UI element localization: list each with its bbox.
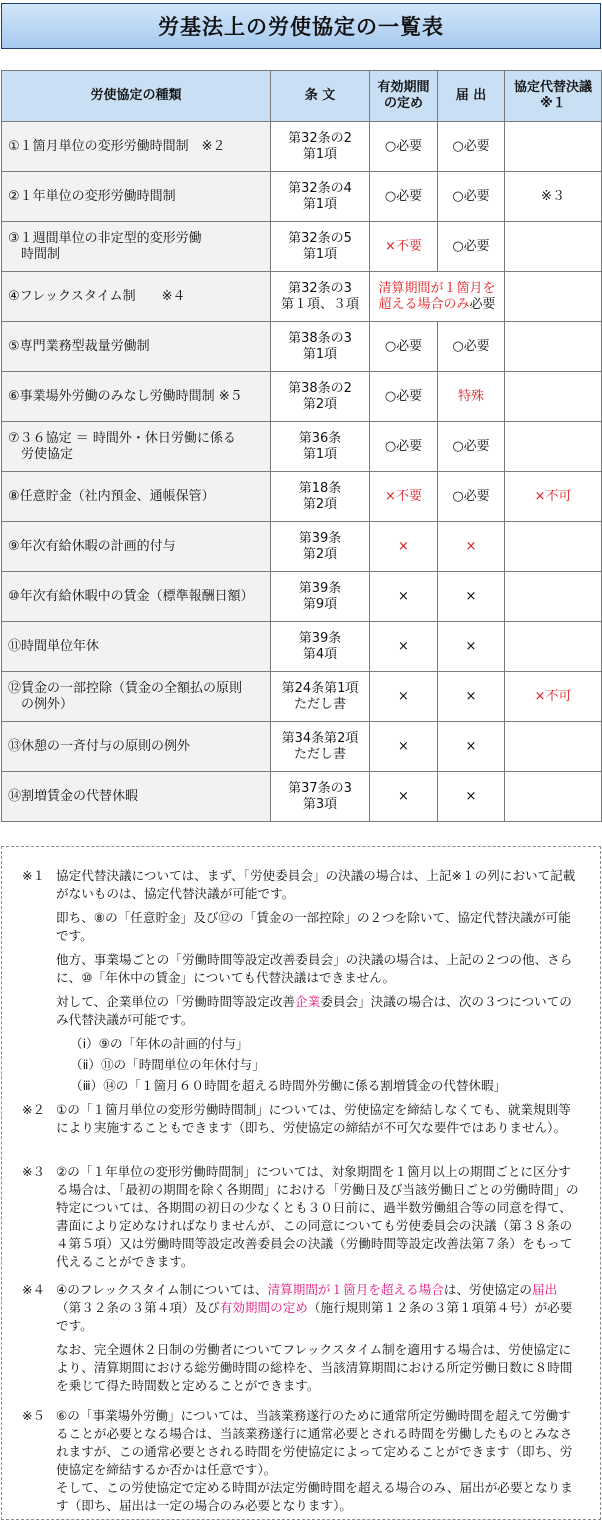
header-period: 有効期間 の定め <box>370 71 438 122</box>
row-substitute <box>505 322 602 372</box>
table-row <box>2 522 602 572</box>
row-filing: ○必要 <box>438 322 505 372</box>
table-row <box>2 772 602 822</box>
row-article: 第32条の4 第1項 <box>271 172 370 222</box>
row-article: 第24条第1項 ただし書 <box>271 672 370 722</box>
row-substitute <box>505 222 602 272</box>
row-filing: 特殊 <box>438 372 505 422</box>
row-substitute <box>505 722 602 772</box>
row-substitute <box>505 422 602 472</box>
row-kind: ⑧任意貯金（社内預金、通帳保管） <box>2 472 271 522</box>
row-article: 第39条 第2項 <box>271 522 370 572</box>
row-substitute <box>505 772 602 822</box>
table-row <box>2 672 602 722</box>
row-period: × <box>370 522 438 572</box>
table-row <box>2 572 602 622</box>
row-kind: ⑩年次有給休暇中の賃金（標準報酬日額） <box>2 572 271 622</box>
row-kind: ②１年単位の変形労働時間制 <box>2 172 271 222</box>
note-3: ※３ ②の「１年単位の変形労働時間制」については、対象期間を１箇月以上の期間ごとに区分する場合は、「最初の期間を除く各期間」における「労働日及び当該労働日ごとの労働時間」の特定については、各期間の初日の少なくとも３０日前に、過半数労働組合等の同意を得て、書面により定めなければなりませんが、この同意についても労使委員会の決議（第３８条の４第５項）又は労働時間等設定改善委員会の決議（労働時間等設定改善法第７条）をもって代えることができます。 <box>22 1164 579 1269</box>
row-article: 第37条の3 第3項 <box>271 772 370 822</box>
row-period: × <box>370 622 438 672</box>
table-row <box>2 122 602 172</box>
table-row <box>2 222 602 272</box>
row-kind: ⑬休憩の一斉付与の原則の例外 <box>2 722 271 772</box>
row-kind: ⑨年次有給休暇の計画的付与 <box>2 522 271 572</box>
row-period: × <box>370 772 438 822</box>
row-filing: ○必要 <box>438 422 505 472</box>
row-period: × <box>370 672 438 722</box>
row-substitute: ×不可 <box>505 472 602 522</box>
note-4: ※４ ④のフレックスタイム制については、清算期間が１箇月を超える場合は、労使協定の届出（第３２条の３第４項）及び有効期間の定め（施行規則第１２条の３第１項第４号）が必要です。 なお、完全週休２日制の労働者についてフレックスタイム制を適用する場合は、労使協定により、清算期間における総労働時間の総枠を、当該清算期間における所定労働日数に８時間を乗じて得た時間数と定めることができます。 <box>22 1282 573 1393</box>
row-period: × <box>370 722 438 772</box>
row-kind: ④フレックスタイム制 ※４ <box>2 272 271 322</box>
row-filing: ○必要 <box>438 222 505 272</box>
row-kind: ⑭割増賃金の代替休暇 <box>2 772 271 822</box>
note-1: ※１ 協定代替決議については、まず、「労使委員会」の決議の場合は、上記※１の列において記載がないものは、協定代替決議が可能です。 即ち、⑧の「任意貯金」及び⑫の「賃金の一部控除」の２つを除いて、協定代替決議が可能です。 他方、事業場ごとの「労働時間等設定改善委員会」の決議の場合は、上記の２つの他、さらに、⑩「年休中の賃金」についても代替決議はできません。 対して、企業単位の「労働時間等設定改善企業委員会」決議の場合は、次の３つについてのみ代替決議が可能です。 （ⅰ）⑨の「年休の計画的付与」 （ⅱ）⑪の「時間単位の年休付与」 （ⅲ）⑭の「１箇月６０時間を超える時間外労働に係る割増賃金の代替休暇」 <box>22 868 576 1093</box>
row-substitute: ※３ <box>505 172 602 222</box>
row-substitute <box>505 522 602 572</box>
row-filing: × <box>438 622 505 672</box>
row-article: 第38条の2 第2項 <box>271 372 370 422</box>
header-filing: 届 出 <box>438 71 505 122</box>
table-row <box>2 422 602 472</box>
row-substitute <box>505 372 602 422</box>
row-period: ○必要 <box>370 422 438 472</box>
row-filing: ○必要 <box>438 172 505 222</box>
row-merged-period-filing: 清算期間が１箇月を 超える場合のみ必要 <box>370 272 505 322</box>
row-period: ×不要 <box>370 472 438 522</box>
row-filing: × <box>438 772 505 822</box>
page-title: 労基法上の労使協定の一覧表 <box>1 3 601 49</box>
row-filing: × <box>438 572 505 622</box>
row-period: ○必要 <box>370 122 438 172</box>
row-substitute <box>505 122 602 172</box>
header-kind: 労使協定の種類 <box>2 71 271 122</box>
row-kind: ⑫賃金の一部控除（賃金の全額払の原則 の例外） <box>2 672 271 722</box>
row-kind: ⑥事業場外労働のみなし労働時間制 ※５ <box>2 372 271 422</box>
table-row <box>2 472 602 522</box>
table-row <box>2 372 602 422</box>
row-article: 第32条の3 第１項、３項 <box>271 272 370 322</box>
row-article: 第38条の3 第1項 <box>271 322 370 372</box>
row-article: 第36条 第1項 <box>271 422 370 472</box>
row-kind: ③１週間単位の非定型的変形労働 時間制 <box>2 222 271 272</box>
row-article: 第39条 第9項 <box>271 572 370 622</box>
header-article: 条 文 <box>271 71 370 122</box>
row-filing: × <box>438 722 505 772</box>
table-row <box>2 622 602 672</box>
row-kind: ⑤専門業務型裁量労働制 <box>2 322 271 372</box>
row-filing: ○必要 <box>438 122 505 172</box>
table-row <box>2 322 602 372</box>
row-article: 第39条 第4項 <box>271 622 370 672</box>
row-substitute: ×不可 <box>505 672 602 722</box>
note-2: ※２ ①の「１箇月単位の変形労働時間制」については、労使協定を締結しなくても、就業規則等により実施することもできます（即ち、労使協定の締結が不可欠な要件ではありません）。 <box>22 1102 571 1135</box>
row-article: 第34条第2項 ただし書 <box>271 722 370 772</box>
row-substitute <box>505 622 602 672</box>
note-5: ※５ ⑥の「事業場外労働」については、当該業務遂行のために通常所定労働時間を超えて労働することが必要となる場合は、当該業務遂行に通常必要とされる時間を労働したものとみなされますが、この通常必要とされる時間を労使協定によって定めることができます（即ち、労使協定を締結するか否かは任意です）。 そして、この労使協定で定める時間が法定労働時間を超える場合のみ、届出が必要となります（即ち、届出は一定の場合のみ必要となります）。 <box>22 1408 573 1513</box>
row-filing: ○必要 <box>438 472 505 522</box>
row-article: 第32条の2 第1項 <box>271 122 370 172</box>
table-row <box>2 272 602 322</box>
row-filing: × <box>438 672 505 722</box>
row-period: ○必要 <box>370 372 438 422</box>
table-header-row <box>2 71 602 122</box>
agreement-table <box>1 70 602 822</box>
row-period: × <box>370 572 438 622</box>
row-filing: × <box>438 522 505 572</box>
header-substitute: 協定代替決議 ※１ <box>505 71 602 122</box>
row-substitute <box>505 272 602 322</box>
row-period: ×不要 <box>370 222 438 272</box>
table-row <box>2 722 602 772</box>
row-kind: ⑪時間単位年休 <box>2 622 271 672</box>
row-article: 第18条 第2項 <box>271 472 370 522</box>
row-kind: ⑦３６協定 ＝ 時間外・休日労働に係る 労使協定 <box>2 422 271 472</box>
row-period: ○必要 <box>370 172 438 222</box>
table-row <box>2 172 602 222</box>
row-period: ○必要 <box>370 322 438 372</box>
row-substitute <box>505 572 602 622</box>
row-kind: ①１箇月単位の変形労働時間制 ※２ <box>2 122 271 172</box>
row-article: 第32条の5 第1項 <box>271 222 370 272</box>
notes-box <box>1 846 601 1520</box>
